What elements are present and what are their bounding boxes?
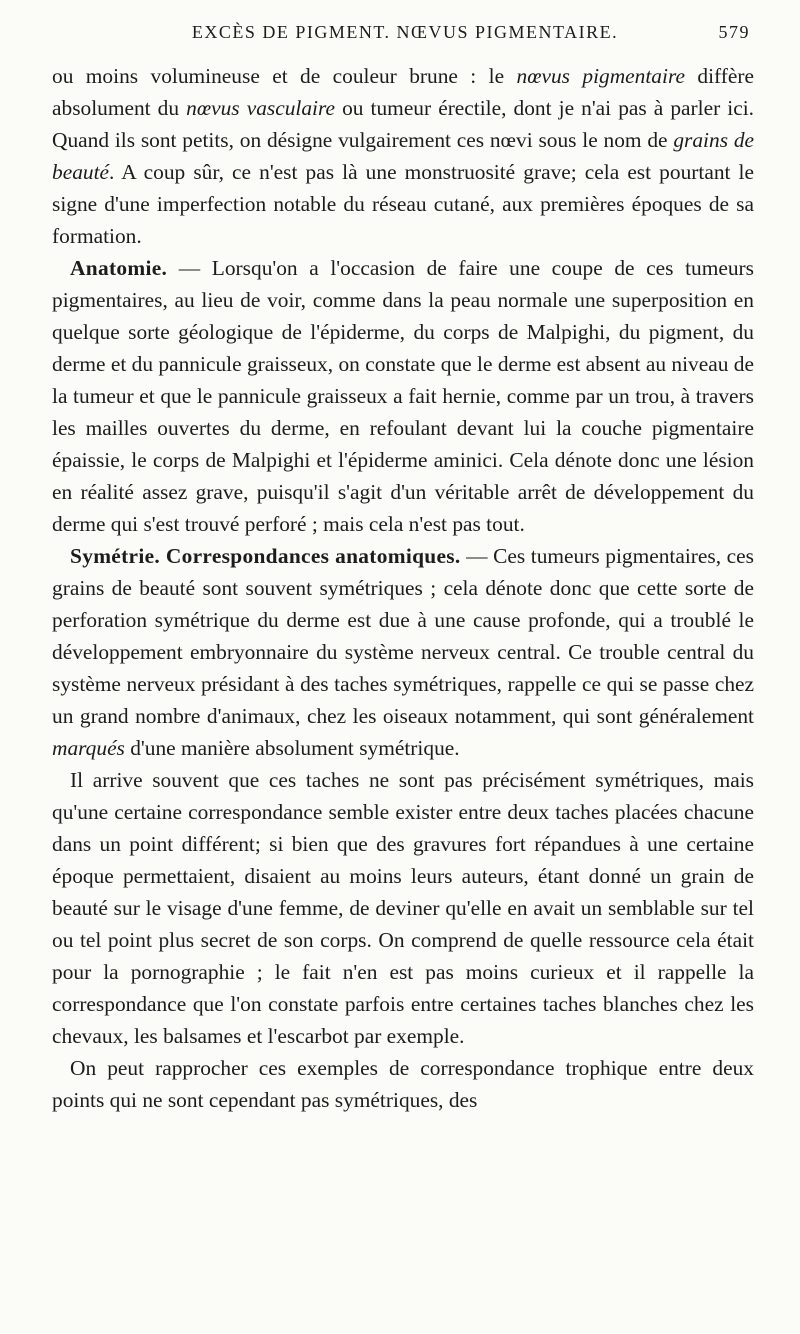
- term-grains-de-beaute: grains de beauté: [52, 128, 755, 184]
- section-heading-anatomie: Anatomie.: [70, 256, 168, 280]
- paragraph-trophique: [52, 1052, 754, 1116]
- text-run: ou tumeur érectile, dont je n'ai pas à parler ici. Quand ils sont petits, on désigne vulgairement ces nœvi sous le nom de: [52, 96, 754, 152]
- paragraph-symetrie: [52, 540, 754, 764]
- text-run: ou moins volumineuse et de couleur brune : le: [52, 64, 517, 88]
- section-heading-symetrie: Symétrie. Correspondances anatomiques.: [70, 544, 461, 568]
- text-run: — Lorsqu'on a l'occasion de faire une coupe de ces tumeurs pigmentaires, au lieu de voir, comme dans la peau normale une superposition en quelque sorte géologique de l'épiderme, du corps de Malpighi, du pigment, du derme et du pannicule graisseux, on constate que le derme est absent au niveau de la tumeur et que le pannicule graisseux a fait hernie, comme par un trou, à travers les mailles ouvertes du derme, en refoulant devant lui la couche pigmentaire épaissie, le corps de Malpighi et l'épiderme aminici. Cela dénote donc une lésion en réalité assez grave, puisqu'il s'agit d'un véritable arrêt de développement du derme qui s'est trouvé perforé ; mais cela n'est pas tout.: [52, 256, 754, 536]
- text-run: On peut rapprocher ces exemples de correspondance trophique entre deux points qui ne sont cependant pas symétriques, des: [52, 1056, 754, 1112]
- running-title: EXCÈS DE PIGMENT. NŒVUS PIGMENTAIRE.: [191, 22, 619, 42]
- running-head: [60, 22, 750, 48]
- text-run: diffère absolument du: [52, 64, 755, 120]
- text-run: d'une manière absolument symétrique.: [124, 736, 460, 760]
- term-naevus-pigmentaire: nœvus pigmentaire: [516, 64, 685, 88]
- term-naevus-vasculaire: nœvus vasculaire: [186, 96, 336, 120]
- text-run: . A coup sûr, ce n'est pas là une monstruosité grave; cela est pourtant le signe d'une imperfection notable du réseau cutané, aux premières époques de sa formation.: [52, 160, 754, 248]
- text-run: Il arrive souvent que ces taches ne sont pas précisément symétriques, mais qu'une certaine correspondance semble exister entre deux taches placées chacune dans un point différent; si bien que des gravures fort répandues à une certaine époque permettaient, disaient au moins leurs auteurs, étant donné un grain de beauté sur le visage d'une femme, de deviner qu'elle en avait un semblable sur tel ou tel point plus secret de son corps. On comprend de quelle ressource cela était pour la pornographie ; le fait n'en est pas moins curieux et il rappelle la correspondance que l'on constate parfois entre certaines taches blanches chez les chevaux, les balsames et l'escarbot par exemple.: [52, 768, 754, 1048]
- text-run: — Ces tumeurs pigmentaires, ces grains de beauté sont souvent symétriques ; cela dénote donc que cette sorte de perforation symétrique du derme est due à une cause profonde, qui a troublé le développement embryonnaire du système nerveux central. Ce trouble central du système nerveux présidant à des taches symétriques, rappelle ce qui se passe chez un grand nombre d'animaux, chez les oiseaux notamment, qui sont généralement: [52, 544, 754, 728]
- paragraph-anatomie: [52, 252, 754, 540]
- paragraph-correspondance: [52, 764, 754, 1052]
- paragraph-continuation: [52, 60, 754, 252]
- page-number: 579: [718, 22, 750, 42]
- term-marques: marqués: [52, 736, 125, 760]
- page-body: [52, 60, 754, 1116]
